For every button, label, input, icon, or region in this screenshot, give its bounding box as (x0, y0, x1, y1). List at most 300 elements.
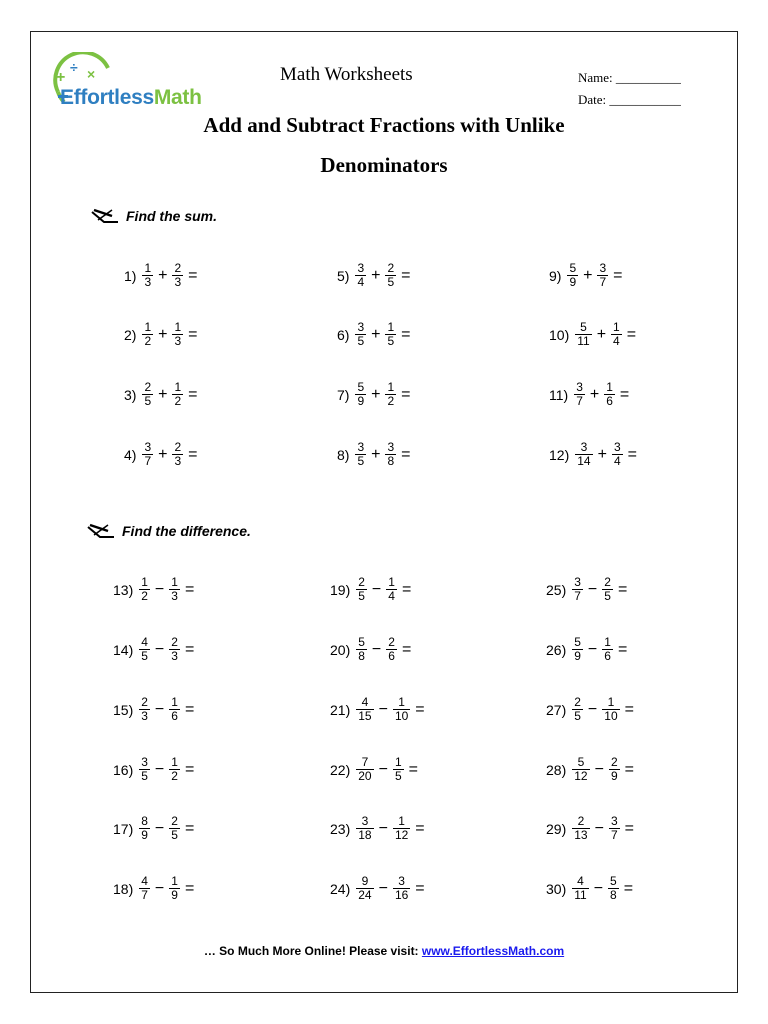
fraction-b (169, 576, 180, 603)
denominator: 5 (387, 275, 395, 289)
problem-item (546, 875, 633, 902)
problem-item (124, 441, 198, 468)
numerator: 2 (358, 575, 365, 589)
problem-item (546, 756, 634, 783)
problem-item (330, 815, 425, 842)
fraction-a (355, 321, 366, 348)
problem-item (113, 696, 194, 723)
problem-number: 28) (546, 761, 567, 778)
numerator: 5 (577, 755, 585, 769)
equals-sign: = (184, 580, 195, 598)
denominator: 5 (357, 334, 365, 348)
fraction-a (355, 441, 366, 468)
numerator: 1 (613, 320, 620, 334)
denominator: 8 (610, 888, 617, 902)
numerator: 2 (144, 380, 152, 394)
equals-sign: = (624, 700, 634, 718)
operator: + (597, 445, 607, 463)
problem-number: 6) (337, 326, 350, 343)
fraction-a (356, 636, 367, 663)
equals-sign: = (408, 760, 418, 778)
numerator: 1 (171, 695, 178, 709)
equals-sign: = (188, 445, 198, 463)
problem-number: 4) (124, 446, 137, 463)
denominator: 9 (569, 275, 577, 289)
denominator: 3 (174, 334, 182, 348)
operator: − (587, 580, 598, 598)
denominator: 7 (141, 888, 148, 902)
operator: − (154, 640, 165, 658)
problem-number: 10) (549, 326, 570, 343)
numerator: 1 (144, 261, 152, 275)
problem-item (337, 321, 411, 348)
operator: + (158, 266, 168, 284)
denominator: 4 (357, 275, 365, 289)
denominator: 3 (141, 709, 148, 723)
operator: − (371, 580, 382, 598)
operator: − (594, 819, 604, 837)
operator: + (158, 325, 168, 343)
fraction-b (386, 576, 397, 603)
denominator: 12 (394, 828, 409, 842)
denominator: 2 (141, 589, 148, 603)
worksheet-title-line1: Add and Subtract Fractions with Unlike (203, 113, 565, 137)
fraction-b (612, 441, 623, 468)
denominator: 15 (358, 709, 372, 723)
operator: − (378, 700, 388, 718)
problem-number: 3) (124, 386, 137, 403)
denominator: 4 (613, 334, 620, 348)
operator: + (583, 266, 593, 284)
problem-item (330, 875, 425, 902)
fraction-a (572, 875, 588, 902)
denominator: 4 (388, 589, 395, 603)
problem-item (124, 321, 198, 348)
denominator: 5 (357, 454, 365, 468)
denominator: 6 (606, 394, 613, 408)
problem-number: 25) (546, 581, 567, 598)
problem-item (330, 636, 411, 663)
footer (0, 944, 768, 958)
fraction-a (356, 756, 373, 783)
numerator: 3 (574, 575, 581, 589)
problem-item (546, 576, 627, 603)
numerator: 3 (613, 440, 621, 454)
problem-item (546, 636, 627, 663)
operator: − (371, 640, 382, 658)
fraction-b (172, 321, 183, 348)
problem-number: 22) (330, 761, 351, 778)
problem-item (549, 321, 636, 348)
denominator: 9 (171, 888, 178, 902)
numerator: 4 (141, 874, 148, 888)
operator: + (371, 266, 381, 284)
problem-number: 24) (330, 880, 351, 897)
fraction-b (611, 321, 622, 348)
problem-item (113, 576, 194, 603)
problem-number: 20) (330, 641, 351, 658)
logo-wordmark-effortless: Effortless (60, 86, 154, 109)
fraction-b (393, 815, 410, 842)
fraction-b (609, 756, 620, 783)
numerator: 2 (171, 814, 178, 828)
fraction-a (572, 815, 589, 842)
operator: + (158, 385, 168, 403)
operator: − (154, 700, 165, 718)
equals-sign: = (619, 385, 630, 403)
denominator: 5 (141, 649, 148, 663)
fraction-a (142, 321, 153, 348)
problem-item (549, 441, 637, 468)
problem-number: 16) (113, 761, 134, 778)
fraction-b (597, 262, 608, 289)
operator: − (154, 760, 165, 778)
problem-item (113, 875, 194, 902)
fraction-b (386, 636, 397, 663)
problem-item (124, 381, 198, 408)
fraction-b (604, 381, 615, 408)
fraction-b (385, 381, 396, 408)
denominator: 10 (604, 709, 618, 723)
fraction-b (172, 441, 183, 468)
numerator: 3 (599, 261, 607, 275)
fraction-a (572, 696, 583, 723)
fraction-b (609, 815, 620, 842)
numerator: 2 (141, 695, 148, 709)
operator: − (594, 760, 604, 778)
denominator: 3 (174, 454, 182, 468)
denominator: 11 (577, 334, 590, 348)
denominator: 7 (610, 828, 618, 842)
equals-sign: = (188, 266, 198, 284)
equals-sign: = (401, 580, 412, 598)
denominator: 3 (171, 649, 178, 663)
equals-sign: = (415, 819, 425, 837)
equals-sign: = (415, 879, 425, 897)
fraction-a (567, 262, 578, 289)
fraction-a (355, 381, 366, 408)
operator: − (154, 819, 165, 837)
problem-number: 2) (124, 326, 137, 343)
numerator: 2 (388, 635, 395, 649)
equals-sign: = (401, 640, 412, 658)
problem-item (330, 756, 418, 783)
numerator: 1 (607, 695, 615, 709)
problem-item (546, 696, 634, 723)
problem-number: 15) (113, 701, 134, 718)
operator: − (587, 700, 598, 718)
numerator: 5 (610, 874, 617, 888)
footer-link[interactable]: www.EffortlessMath.com (421, 944, 565, 958)
equals-sign: = (623, 879, 634, 897)
worksheet-title-line2: Denominators (320, 153, 448, 177)
operator: − (154, 580, 165, 598)
denominator: 5 (141, 769, 148, 783)
operator: − (378, 819, 388, 837)
fraction-a (572, 636, 583, 663)
problem-number: 18) (113, 880, 134, 897)
denominator: 6 (171, 709, 178, 723)
fraction-a (575, 441, 592, 468)
problem-number: 9) (549, 267, 562, 284)
equals-sign: = (184, 700, 195, 718)
problem-number: 14) (113, 641, 134, 658)
fraction-b (169, 696, 180, 723)
numerator: 1 (171, 575, 178, 589)
numerator: 1 (171, 755, 178, 769)
numerator: 8 (141, 814, 148, 828)
equals-sign: = (184, 879, 195, 897)
problem-number: 19) (330, 581, 351, 598)
denominator: 9 (610, 769, 618, 783)
svg-text:+: + (56, 69, 66, 86)
numerator: 5 (580, 320, 587, 334)
denominator: 10 (394, 709, 409, 723)
numerator: 2 (574, 695, 581, 709)
denominator: 5 (394, 769, 402, 783)
denominator: 7 (144, 454, 152, 468)
numerator: 3 (141, 755, 148, 769)
numerator: 3 (144, 440, 152, 454)
fraction-b (602, 636, 613, 663)
denominator: 3 (171, 589, 178, 603)
operator: + (589, 385, 600, 403)
denominator: 16 (394, 888, 409, 902)
numerator: 3 (361, 814, 369, 828)
denominator: 20 (358, 769, 372, 783)
fraction-a (139, 756, 150, 783)
fraction-b (169, 636, 180, 663)
name-field[interactable]: Name: __________ (578, 70, 681, 85)
numerator: 1 (141, 575, 148, 589)
denominator: 7 (574, 589, 581, 603)
fraction-a (355, 262, 366, 289)
operator: − (378, 879, 388, 897)
equals-sign: = (188, 325, 198, 343)
equals-sign: = (401, 385, 411, 403)
problem-number: 8) (337, 446, 350, 463)
equals-sign: = (624, 760, 634, 778)
denominator: 2 (387, 394, 395, 408)
numerator: 1 (387, 380, 395, 394)
numerator: 2 (171, 635, 178, 649)
logo-wordmark (60, 86, 202, 110)
numerator: 2 (174, 261, 182, 275)
numerator: 4 (361, 695, 369, 709)
equals-sign: = (188, 385, 198, 403)
operator: + (371, 385, 381, 403)
numerator: 1 (171, 874, 178, 888)
denominator: 2 (174, 394, 182, 408)
denominator: 6 (604, 649, 611, 663)
fraction-b (393, 756, 404, 783)
fraction-a (356, 815, 373, 842)
operator: + (596, 325, 607, 343)
denominator: 8 (387, 454, 395, 468)
operator: + (371, 445, 381, 463)
equals-sign: = (184, 819, 195, 837)
numerator: 4 (141, 635, 148, 649)
equals-sign: = (415, 700, 425, 718)
numerator: 5 (574, 635, 581, 649)
problem-number: 12) (549, 446, 570, 463)
fraction-a (574, 381, 585, 408)
problem-item (330, 696, 425, 723)
numerator: 7 (361, 755, 369, 769)
denominator: 2 (144, 334, 152, 348)
problem-number: 17) (113, 820, 134, 837)
numerator: 1 (144, 320, 152, 334)
numerator: 2 (577, 814, 585, 828)
numerator: 1 (388, 575, 395, 589)
equals-sign: = (401, 266, 411, 284)
operator: − (154, 879, 165, 897)
numerator: 1 (174, 380, 182, 394)
problem-item (546, 815, 634, 842)
svg-text:×: × (87, 66, 96, 82)
numerator: 2 (604, 575, 611, 589)
pencil-paper-icon (86, 521, 116, 541)
problem-number: 30) (546, 880, 567, 897)
equals-sign: = (184, 640, 195, 658)
fraction-a (139, 815, 150, 842)
problem-number: 23) (330, 820, 351, 837)
problem-item (124, 262, 198, 289)
denominator: 5 (171, 828, 178, 842)
numerator: 2 (610, 755, 618, 769)
denominator: 9 (357, 394, 365, 408)
fraction-a (142, 381, 153, 408)
numerator: 4 (577, 874, 584, 888)
date-field[interactable]: Date: ___________ (578, 92, 681, 107)
denominator: 6 (388, 649, 395, 663)
footer-text: … So Much More Online! Please visit: (203, 944, 422, 958)
problem-number: 26) (546, 641, 567, 658)
equals-sign: = (401, 445, 411, 463)
denominator: 9 (574, 649, 581, 663)
numerator: 3 (387, 440, 395, 454)
problem-item (113, 815, 194, 842)
fraction-a (139, 696, 150, 723)
problem-item (337, 381, 411, 408)
denominator: 9 (141, 828, 148, 842)
denominator: 5 (574, 709, 581, 723)
numerator: 3 (398, 874, 405, 888)
denominator: 5 (387, 334, 395, 348)
svg-text:÷: ÷ (70, 59, 78, 75)
numerator: 1 (174, 320, 182, 334)
fraction-b (169, 756, 180, 783)
fraction-b (608, 875, 619, 902)
fraction-b (385, 321, 396, 348)
problem-item (330, 576, 411, 603)
fraction-b (385, 441, 396, 468)
logo-wordmark-math: Math (153, 86, 202, 109)
problem-item (549, 381, 629, 408)
numerator: 9 (361, 874, 369, 888)
fraction-a (139, 875, 150, 902)
problem-number: 11) (549, 386, 569, 403)
fraction-b (602, 696, 619, 723)
problem-number: 21) (330, 701, 351, 718)
numerator: 1 (398, 695, 405, 709)
operator: − (587, 640, 598, 658)
numerator: 5 (569, 261, 577, 275)
problem-number: 29) (546, 820, 567, 837)
equals-sign: = (613, 266, 623, 284)
fraction-b (169, 875, 180, 902)
problem-item (549, 262, 623, 289)
numerator: 1 (604, 635, 611, 649)
numerator: 1 (387, 320, 395, 334)
operator: + (158, 445, 168, 463)
numerator: 5 (358, 635, 365, 649)
brand-title: Math Worksheets (280, 64, 413, 85)
denominator: 7 (576, 394, 583, 408)
operator: − (378, 760, 388, 778)
fraction-a (356, 576, 367, 603)
numerator: 1 (394, 755, 402, 769)
numerator: 3 (357, 320, 365, 334)
fraction-a (572, 756, 589, 783)
numerator: 3 (576, 380, 583, 394)
sum-heading-text: Find the sum. (126, 208, 217, 224)
denominator: 3 (174, 275, 182, 289)
fraction-b (172, 262, 183, 289)
problem-item (113, 756, 194, 783)
denominator: 5 (144, 394, 152, 408)
problem-item (337, 262, 411, 289)
equals-sign: = (617, 580, 628, 598)
operator: + (371, 325, 381, 343)
fraction-b (172, 381, 183, 408)
denominator: 3 (144, 275, 152, 289)
problem-number: 7) (337, 386, 350, 403)
problem-number: 27) (546, 701, 567, 718)
numerator: 1 (398, 814, 405, 828)
equals-sign: = (624, 819, 634, 837)
denominator: 14 (577, 454, 591, 468)
fraction-b (169, 815, 180, 842)
fraction-a (575, 321, 591, 348)
fraction-b (602, 576, 613, 603)
numerator: 3 (580, 440, 588, 454)
fraction-a (356, 696, 373, 723)
fraction-b (385, 262, 396, 289)
denominator: 4 (613, 454, 621, 468)
denominator: 12 (574, 769, 588, 783)
numerator: 1 (606, 380, 613, 394)
problem-item (113, 636, 194, 663)
equals-sign: = (627, 445, 637, 463)
denominator: 13 (574, 828, 588, 842)
numerator: 2 (174, 440, 182, 454)
numerator: 3 (357, 440, 365, 454)
problem-number: 1) (124, 267, 137, 284)
problem-number: 5) (337, 267, 350, 284)
sum-section-heading (90, 206, 217, 226)
fraction-b (393, 696, 410, 723)
difference-section-heading (86, 521, 251, 541)
fraction-a (572, 576, 583, 603)
denominator: 5 (604, 589, 611, 603)
denominator: 2 (171, 769, 178, 783)
pencil-paper-icon (90, 206, 120, 226)
problem-item (337, 441, 411, 468)
fraction-a (356, 875, 373, 902)
numerator: 3 (357, 261, 365, 275)
equals-sign: = (184, 760, 195, 778)
